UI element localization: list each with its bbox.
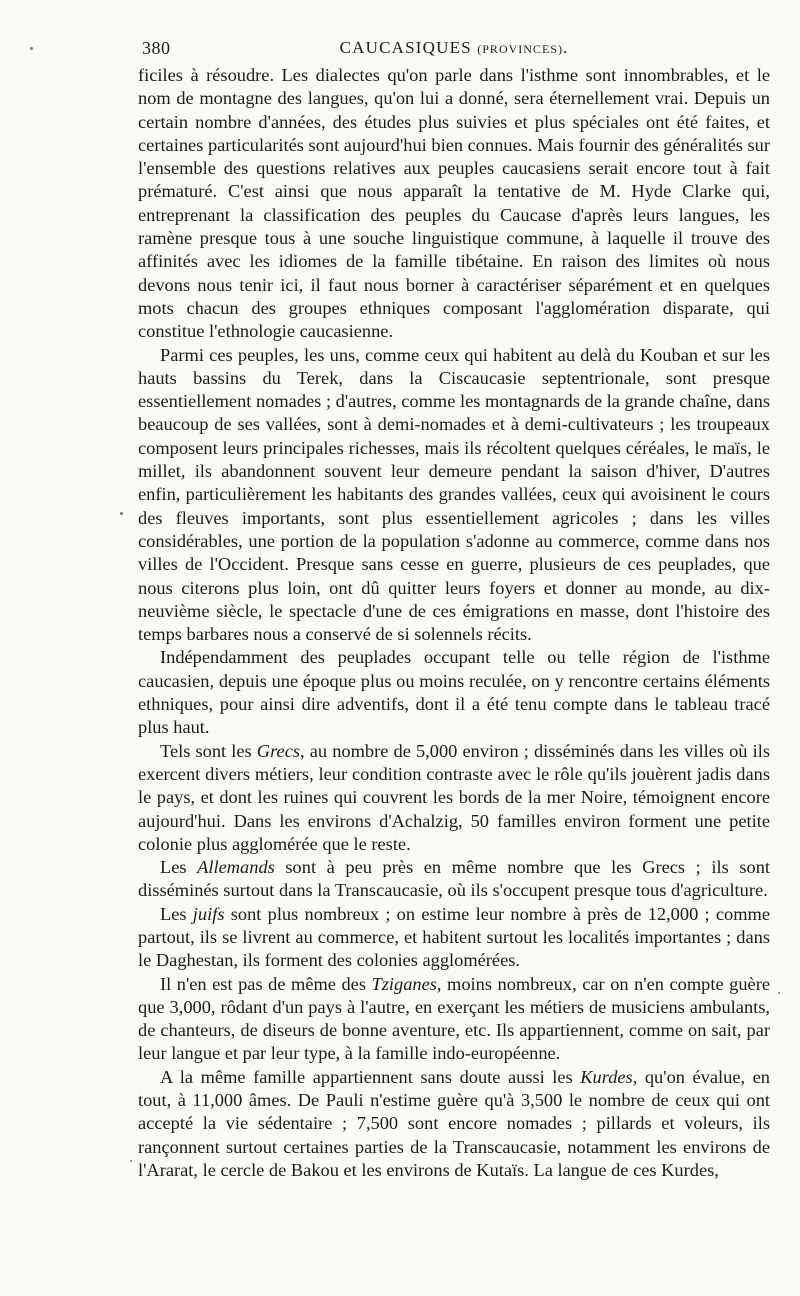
text-run: Tels sont les [160,740,257,761]
text-run: ficiles à résoudre. Les dialectes qu'on parle dans l'isthme sont innombrables, et le nom de montagne des langues, qu'on lui a donné, sera éternellement vrai. Depuis un certain nombre d'années, des études plus suivies et plus spéciales ont été faites, et certaines particularités sont aujourd'hui bien connues. Mais fournir des généralités sur l'ensemble des questions relatives aux peuples caucasiens serait encore tout à fait prématuré. C'est ainsi que nous apparaît la tentative de M. Hyde Clarke qui, entreprenant la classification des peuples du Caucase d'après leurs langues, les ramène presque tous à une souche linguistique commune, à laquelle il trouve des affinités avec les idiomes de la famille tibétaine. En raison des limites où nous devons nous tenir ici, il faut nous borner à caractériser séparément et en quelques mots chacun des groupes ethniques composant l'agglomération disparate, qui constitue l'ethnologie caucasienne. [138,65,770,342]
running-header [138,34,770,64]
text-run: A la même famille appartiennent sans doute aussi les [160,1066,581,1087]
scan-speck [120,512,123,515]
running-title-main: CAUCASIQUES [339,38,472,57]
text-run: Les [160,857,198,878]
paragraph [138,903,770,973]
paragraph [138,344,770,647]
scan-speck [30,47,33,50]
paragraph [138,646,770,739]
italic-term: Allemands [197,857,275,878]
italic-term: juifs [192,903,225,924]
book-page [138,34,770,1182]
paragraph [138,740,770,856]
italic-term: Tziganes [371,973,437,994]
italic-term: Grecs [256,740,301,761]
running-title-subtitle: (PROVINCES) [477,42,563,56]
body-text [138,64,770,1182]
scan-speck [130,1160,132,1162]
text-run: Indépendamment des peuplades occupant telle ou telle région de l'isthme caucasien, depuis une époque plus ou moins reculée, on y rencontre certains éléments ethniques, pour ainsi dire adventifs, dont il a été tenu compte dans le tableau tracé plus haut. [138,647,770,738]
running-title-period: . [562,38,569,57]
paragraph [138,973,770,1066]
text-run: , au nombre de 5,000 environ ; disséminés dans les villes où ils exercent divers métiers, leur condition contraste avec le rôle qu'ils jouèrent jadis dans le pays, et dont les ruines qui couvrent les bords de la mer Noire, témoignent encore aujourd'hui. Dans les environs d'Achalzig, 50 familles environ forment une petite colonie plus agglomérée que le reste. [138,740,770,854]
text-run: Il n'en est pas de même des [160,973,372,994]
italic-term: Kurdes [580,1066,633,1087]
text-run: , moins nombreux, car on n'en compte guère que 3,000, rôdant d'un pays à l'autre, en exerçant les métiers de musiciens ambulants, de chanteurs, de diseurs de bonne aventure, etc. Ils appartiennent, comme on sait, par leur langue et par leur type, à la famille indo-européenne. [138,973,770,1064]
text-run: sont plus nombreux ; on estime leur nombre à près de 12,000 ; comme partout, ils se livrent au commerce, et habitent surtout les localités importantes ; dans le Daghestan, ils forment des colonies agglomérées. [138,903,770,971]
paragraph [138,856,770,903]
page-number: 380 [142,38,171,58]
text-run: , qu'on évalue, en tout, à 11,000 âmes. De Pauli n'estime guère qu'à 3,500 le nombre de ceux qui ont accepté la vie sédentaire ; 7,500 sont encore nomades ; pillards et voleurs, ils rançonnent surtout certaines parties de la Transcaucasie, notamment les environs de l'Ararat, le cercle de Bakou et les environs de Kutaïs. La langue de ces Kurdes, [138,1066,770,1180]
paragraph [138,64,770,344]
paragraph [138,1066,770,1182]
text-run: sont à peu près en même nombre que les Grecs ; ils sont disséminés surtout dans la Transcaucasie, où ils s'occupent presque tous d'agriculture. [138,857,771,901]
text-run: Les [160,903,193,924]
scan-speck [778,992,780,994]
text-run: Parmi ces peuples, les uns, comme ceux qui habitent au delà du Kouban et sur les hauts bassins du Terek, dans la Ciscaucasie septentrionale, sont presque essentiellement nomades ; d'autres, comme les montagnards de la grande chaîne, dans beaucoup de ses vallées, sont à demi-nomades et à demi-cultivateurs ; les troupeaux composent leurs principales richesses, mais ils récoltent quelques céréales, le maïs, le millet, ils abandonnent souvent leur demeure pendant la saison d'hiver, D'autres enfin, particulièrement les habitants des grandes vallées, ceux qui avoisinent le cours des fleuves importants, sont plus essentiellement agricoles ; dans les villes considérables, une portion de la population s'adonne au commerce, comme dans nos villes de l'Occident. Presque sans cesse en guerre, plusieurs de ces peuplades, que nous citerons plus loin, ont dû quitter leurs foyers et donner au monde, au dix-neuvième siècle, le spectacle d'une de ces émigrations en masse, dont l'histoire des temps barbares nous a conservé de si solennels récits. [138,344,770,645]
running-title [138,38,770,58]
